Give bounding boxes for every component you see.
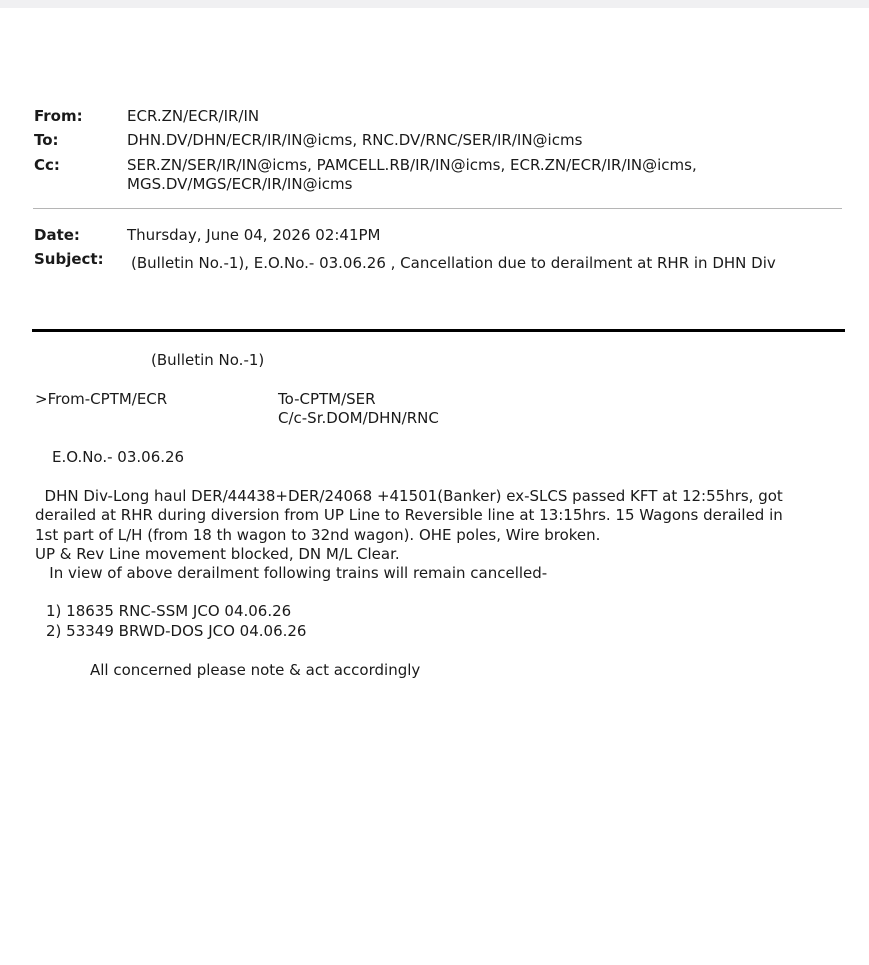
cc-value-line1: SER.ZN/SER/IR/IN@icms, PAMCELL.RB/IR/IN@icms, ECR.ZN/ECR/IR/IN@icms, <box>127 156 697 174</box>
date-label: Date: <box>34 226 80 244</box>
train-list-item: 1) 18635 RNC-SSM JCO 04.06.26 <box>46 602 292 620</box>
body-line: 1st part of L/H (from 18 th wagon to 32nd wagon). OHE poles, Wire broken. <box>35 525 601 544</box>
to-value: DHN.DV/DHN/ECR/IR/IN@icms, RNC.DV/RNC/SER/IR/IN@icms <box>127 131 583 149</box>
body-line: UP & Rev Line movement blocked, DN M/L Clear. <box>35 544 400 563</box>
body-line: DHN Div-Long haul DER/44438+DER/24068 +41501(Banker) ex-SLCS passed KFT at 12:55hrs, got <box>35 487 783 505</box>
header-divider <box>33 208 842 209</box>
subject-value: (Bulletin No.-1), E.O.No.- 03.06.26 , Cancellation due to derailment at RHR in DHN Div <box>131 254 776 272</box>
eo-number: E.O.No.- 03.06.26 <box>52 448 185 466</box>
body-line: derailed at RHR during diversion from UP Line to Reversible line at 13:15hrs. 15 Wagons derailed in <box>35 506 783 525</box>
date-value: Thursday, June 04, 2026 02:41PM <box>127 226 381 244</box>
top-strip <box>0 0 869 8</box>
closing-line: All concerned please note & act accordingly <box>90 661 421 679</box>
cc-value-line2: MGS.DV/MGS/ECR/IR/IN@icms <box>127 175 353 193</box>
bulletin-line: (Bulletin No.-1) <box>151 351 265 369</box>
body-line: In view of above derailment following trains will remain cancelled- <box>35 564 548 583</box>
message-cc-line: C/c-Sr.DOM/DHN/RNC <box>278 409 439 427</box>
incident-paragraph <box>35 487 843 583</box>
to-label: To: <box>34 131 59 149</box>
from-label: From: <box>34 107 83 125</box>
cc-label: Cc: <box>34 156 60 174</box>
message-from-line: >From-CPTM/ECR <box>35 390 168 408</box>
subject-label: Subject: <box>34 250 104 268</box>
from-value: ECR.ZN/ECR/IR/IN <box>127 107 260 125</box>
message-divider <box>32 329 845 332</box>
message-to-line: To-CPTM/SER <box>278 390 376 408</box>
train-list-item: 2) 53349 BRWD-DOS JCO 04.06.26 <box>46 622 307 640</box>
